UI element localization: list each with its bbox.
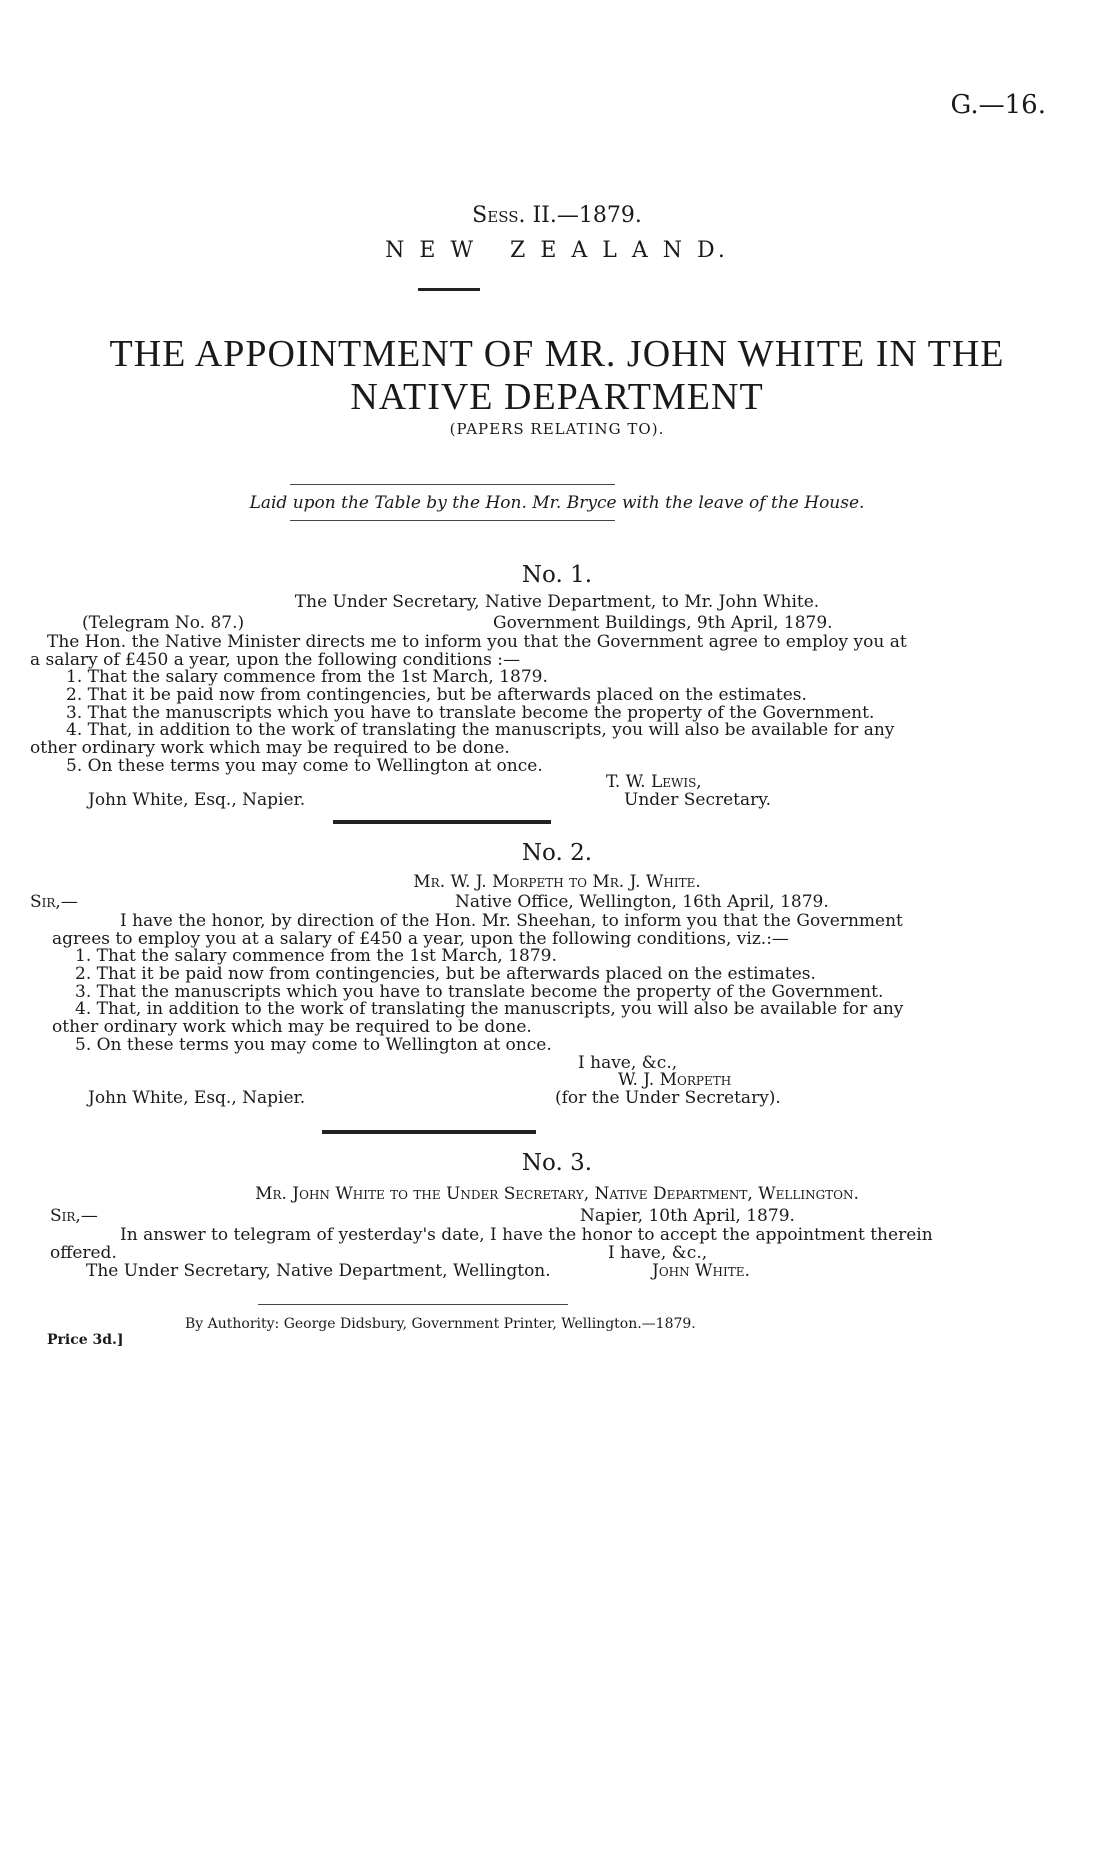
no1-body-6: other ordinary work which may be required to be done. bbox=[30, 738, 510, 758]
no2-heading: No. 2. bbox=[521, 840, 593, 866]
no2-body-0: I have the honor, by direction of the Hon. Mr. Sheehan, to inform you that the Government bbox=[120, 911, 903, 931]
no3-from-to: Mr. John White to the Under Secretary, Native Department, Wellington. bbox=[255, 1184, 859, 1204]
no1-heading: No. 1. bbox=[521, 562, 593, 588]
no1-from-to: The Under Secretary, Native Department, to Mr. John White. bbox=[294, 592, 820, 612]
no3-heading: No. 3. bbox=[521, 1150, 593, 1176]
no2-body-6: other ordinary work which may be required to be done. bbox=[52, 1017, 532, 1037]
divider bbox=[418, 288, 480, 291]
no1-telegram: (Telegram No. 87.) bbox=[82, 613, 245, 633]
session-line bbox=[0, 203, 1114, 228]
paper-number: G.—16. bbox=[950, 90, 1046, 120]
session-text: Sess. II.—1879. bbox=[472, 203, 642, 228]
no2-body-1: agrees to employ you at a salary of £450 a year, upon the following conditions, viz.:— bbox=[52, 929, 789, 949]
printer-authority: By Authority: George Didsbury, Government Printer, Wellington.—1879. bbox=[185, 1316, 696, 1332]
no1-addressee: John White, Esq., Napier. bbox=[88, 790, 306, 810]
no2-salutation: Sir,— bbox=[30, 892, 78, 912]
no2-body-7: 5. On these terms you may come to Wellington at once. bbox=[75, 1035, 552, 1055]
no3-salutation: Sir,— bbox=[50, 1206, 98, 1226]
title-subtitle: (PAPERS RELATING TO). bbox=[449, 420, 665, 438]
divider bbox=[322, 1130, 536, 1134]
no2-body-5: 4. That, in addition to the work of translating the manuscripts, you will also be available for any bbox=[75, 999, 904, 1019]
no2-signature-title: (for the Under Secretary). bbox=[555, 1088, 781, 1108]
no2-body-4: 3. That the manuscripts which you have to translate become the property of the Government. bbox=[75, 982, 884, 1002]
no1-body-0: The Hon. the Native Minister directs me to inform you that the Government agree to employ you at bbox=[47, 632, 907, 652]
no1-body-1: a salary of £450 a year, upon the following conditions :— bbox=[30, 650, 520, 670]
no1-signature-title: Under Secretary. bbox=[624, 790, 772, 810]
no3-signature: John White. bbox=[652, 1261, 750, 1281]
no2-addressee: John White, Esq., Napier. bbox=[88, 1088, 306, 1108]
no1-signature: T. W. Lewis, bbox=[606, 772, 702, 792]
no2-place-date: Native Office, Wellington, 16th April, 1879. bbox=[455, 892, 829, 912]
divider bbox=[258, 1304, 568, 1305]
no1-body-2: 1. That the salary commence from the 1st March, 1879. bbox=[66, 667, 548, 687]
no2-body-3: 2. That it be paid now from contingencies, but be afterwards placed on the estimates. bbox=[75, 964, 816, 984]
no1-body-4: 3. That the manuscripts which you have to translate become the property of the Government. bbox=[66, 703, 875, 723]
divider bbox=[290, 484, 615, 485]
no3-place-date: Napier, 10th April, 1879. bbox=[580, 1206, 795, 1226]
divider bbox=[290, 520, 615, 521]
no3-closing: I have, &c., bbox=[608, 1243, 708, 1263]
divider bbox=[333, 820, 551, 824]
country-line: N E W Z E A L A N D. bbox=[385, 238, 729, 263]
no1-place-date: Government Buildings, 9th April, 1879. bbox=[493, 613, 833, 633]
no3-body-0: In answer to telegram of yesterday's date, I have the honor to accept the appointment therein bbox=[120, 1225, 933, 1245]
no1-body-5: 4. That, in addition to the work of translating the manuscripts, you will also be available for any bbox=[66, 720, 895, 740]
no2-signature: W. J. Morpeth bbox=[618, 1070, 732, 1090]
no1-body-7: 5. On these terms you may come to Wellington at once. bbox=[66, 756, 543, 776]
price: Price 3d.] bbox=[47, 1332, 124, 1348]
no2-closing: I have, &c., bbox=[578, 1053, 678, 1073]
no2-from-to: Mr. W. J. Morpeth to Mr. J. White. bbox=[413, 872, 701, 892]
no2-body-2: 1. That the salary commence from the 1st March, 1879. bbox=[75, 946, 557, 966]
no3-body-1: offered. bbox=[50, 1243, 117, 1263]
laid-statement: Laid upon the Table by the Hon. Mr. Bryce with the leave of the House. bbox=[249, 493, 865, 513]
title-line-2: NATIVE DEPARTMENT bbox=[350, 376, 764, 418]
no3-addressee: The Under Secretary, Native Department, Wellington. bbox=[86, 1261, 551, 1281]
no1-body-3: 2. That it be paid now from contingencies, but be afterwards placed on the estimates. bbox=[66, 685, 807, 705]
title-line-1: THE APPOINTMENT OF MR. JOHN WHITE IN THE bbox=[109, 333, 1005, 375]
